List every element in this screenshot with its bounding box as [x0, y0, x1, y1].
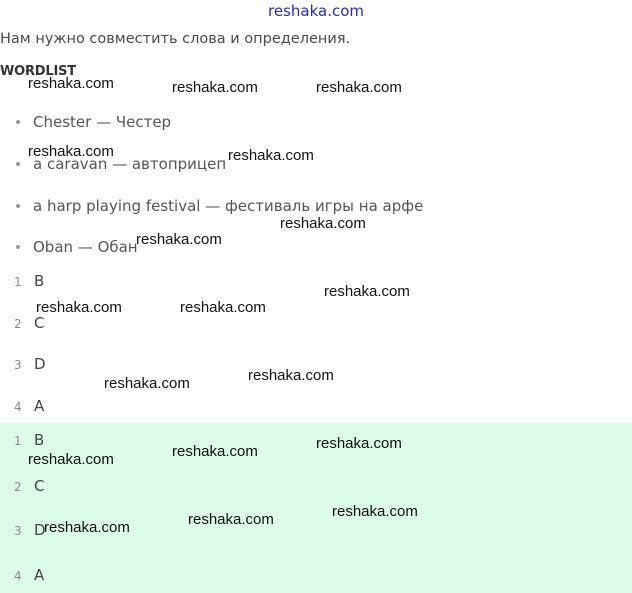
wordlist-item: [16, 113, 171, 131]
bullet-icon: [16, 204, 20, 208]
answer-row: [14, 355, 46, 373]
answer-row: [14, 314, 44, 332]
bullet-icon: [16, 120, 20, 124]
site-header-link[interactable]: reshaka.com: [268, 2, 364, 20]
wordlist-item-text: Oban — Обан: [33, 238, 138, 256]
answer-number: 1: [14, 275, 22, 289]
wordlist-item-text: a caravan — автоприцеп: [33, 155, 227, 173]
wordlist-heading: WORDLIST: [0, 64, 76, 79]
answer-row: [14, 397, 44, 415]
answer-number: 2: [14, 480, 22, 494]
watermark: reshaka.com: [136, 231, 222, 248]
watermark: reshaka.com: [28, 143, 114, 160]
answer-letter: C: [34, 477, 45, 495]
watermark: reshaka.com: [316, 79, 402, 96]
bullet-icon: [16, 162, 20, 166]
wordlist-item-text: Chester — Честер: [33, 113, 172, 131]
correct-answer-row: [14, 431, 44, 449]
task-instruction: Нам нужно совместить слова и определения.: [0, 31, 351, 47]
watermark: reshaka.com: [104, 375, 190, 392]
watermark: reshaka.com: [28, 75, 114, 92]
watermark: reshaka.com: [36, 299, 122, 316]
watermark: reshaka.com: [172, 443, 258, 460]
watermark: reshaka.com: [316, 435, 402, 452]
watermark: reshaka.com: [172, 79, 258, 96]
wordlist-item-text: a harp playing festival — фестиваль игры на арфе: [33, 197, 424, 215]
watermark: reshaka.com: [188, 511, 274, 528]
answer-letter: A: [34, 397, 45, 415]
answer-letter: D: [34, 521, 46, 539]
watermark: reshaka.com: [332, 503, 418, 520]
answer-letter: C: [34, 314, 45, 332]
wordlist-item: [16, 238, 138, 256]
correct-answer-row: [14, 521, 46, 539]
answer-letter: A: [34, 566, 45, 584]
watermark: reshaka.com: [324, 283, 410, 300]
answer-row: [14, 272, 44, 290]
watermark: reshaka.com: [180, 299, 266, 316]
correct-answer-row: [14, 566, 44, 584]
answer-letter: D: [34, 355, 46, 373]
watermark: reshaka.com: [228, 147, 314, 164]
answer-letter: B: [34, 431, 45, 449]
answer-number: 3: [14, 358, 22, 372]
correct-answer-row: [14, 477, 44, 495]
answer-letter: B: [34, 272, 45, 290]
wordlist-item: [16, 197, 423, 215]
answer-number: 4: [14, 569, 22, 583]
answer-number: 3: [14, 524, 22, 538]
answer-number: 1: [14, 434, 22, 448]
watermark: reshaka.com: [28, 451, 114, 468]
watermark: reshaka.com: [280, 215, 366, 232]
watermark: reshaka.com: [44, 519, 130, 536]
watermark: reshaka.com: [248, 367, 334, 384]
answer-number: 4: [14, 400, 22, 414]
answer-number: 2: [14, 317, 22, 331]
bullet-icon: [16, 245, 20, 249]
